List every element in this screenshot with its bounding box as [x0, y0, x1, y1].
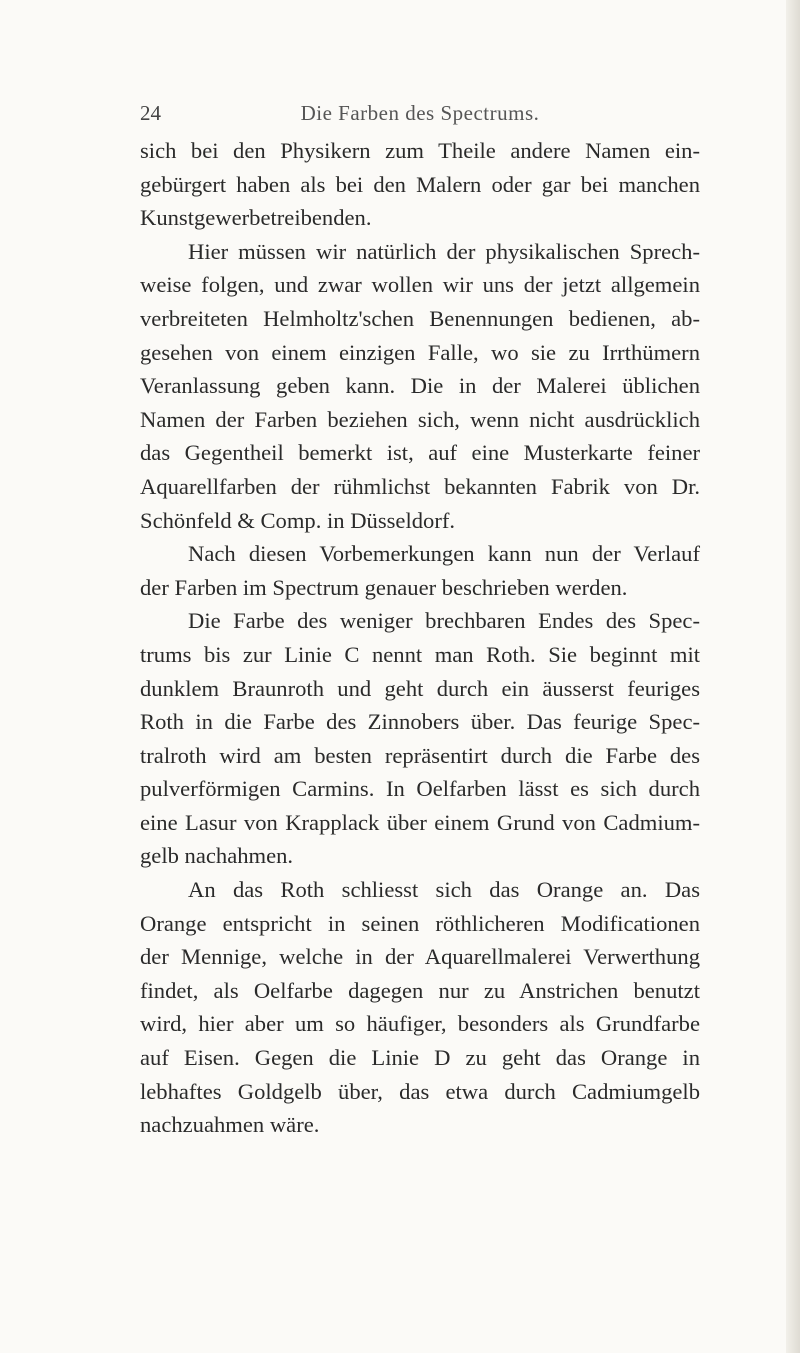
body-text — [140, 134, 700, 1142]
text-line: Orange entspricht in seinen röthlicheren Modificationen — [140, 910, 700, 936]
running-head — [140, 98, 700, 128]
text-line: auf Eisen. Gegen die Linie D zu geht das Orange in — [140, 1045, 700, 1071]
text-line: der Mennige, welche in der Aquarellmalerei Verwerthung — [140, 944, 700, 970]
text-line: trums bis zur Linie C nennt man Roth. Sie beginnt mit — [140, 641, 700, 667]
text-line: sich bei den Physikern zum Theile andere Namen ein- — [140, 138, 700, 163]
text-line: Hier müssen wir natürlich der physikalischen Sprech- — [188, 238, 700, 264]
text-line: An das Roth schliesst sich das Orange an. Das — [188, 877, 700, 903]
text-line: lebhaftes Goldgelb über, das etwa durch Cadmiumgelb — [140, 1078, 700, 1104]
text-line: Die Farbe des weniger brechbaren Endes des Spec- — [188, 608, 700, 634]
text-line: dunklem Braunroth und geht durch ein äusserst feuriges — [140, 675, 700, 701]
text-line: das Gegentheil bemerkt ist, auf eine Musterkarte feiner — [140, 440, 700, 466]
text-line: eine Lasur von Krapplack über einem Grund von Cadmium- — [140, 809, 700, 835]
text-line: Aquarellfarben der rühmlichst bekannten Fabrik von Dr. — [140, 473, 700, 499]
text-line: Namen der Farben beziehen sich, wenn nicht ausdrücklich — [140, 406, 700, 432]
text-line: wird, hier aber um so häufiger, besonders als Grundfarbe — [140, 1011, 700, 1037]
text-line: weise folgen, und zwar wollen wir uns der jetzt allgemein — [140, 272, 700, 298]
text-line: Kunstgewerbetreibenden. — [140, 205, 372, 231]
page-number: 24 — [140, 101, 161, 125]
text-line: nachzuahmen wäre. — [140, 1112, 320, 1138]
text-line: pulverförmigen Carmins. In Oelfarben lässt es sich durch — [140, 776, 700, 802]
text-line: Nach diesen Vorbemerkungen kann nun der Verlauf — [188, 541, 700, 567]
page-header-title: Die Farben des Spectrums. — [300, 101, 540, 125]
text-line: gesehen von einem einzigen Falle, wo sie zu Irrthümern — [140, 339, 700, 365]
text-line: der Farben im Spectrum genauer beschrieben werden. — [140, 574, 628, 600]
text-line: findet, als Oelfarbe dagegen nur zu Anstrichen benutzt — [140, 977, 700, 1003]
text-line: Roth in die Farbe des Zinnobers über. Das feurige Spec- — [140, 709, 700, 735]
text-line: Schönfeld & Comp. in Düsseldorf. — [140, 507, 456, 533]
page-edge — [786, 0, 800, 1353]
text-line: Veranlassung geben kann. Die in der Malerei üblichen — [140, 373, 700, 399]
text-line: gelb nachahmen. — [140, 843, 294, 869]
text-line: tralroth wird am besten repräsentirt durch die Farbe des — [140, 742, 700, 768]
text-line: verbreiteten Helmholtz'schen Benennungen bedienen, ab- — [140, 305, 700, 331]
text-line: gebürgert haben als bei den Malern oder gar bei manchen — [140, 171, 700, 197]
